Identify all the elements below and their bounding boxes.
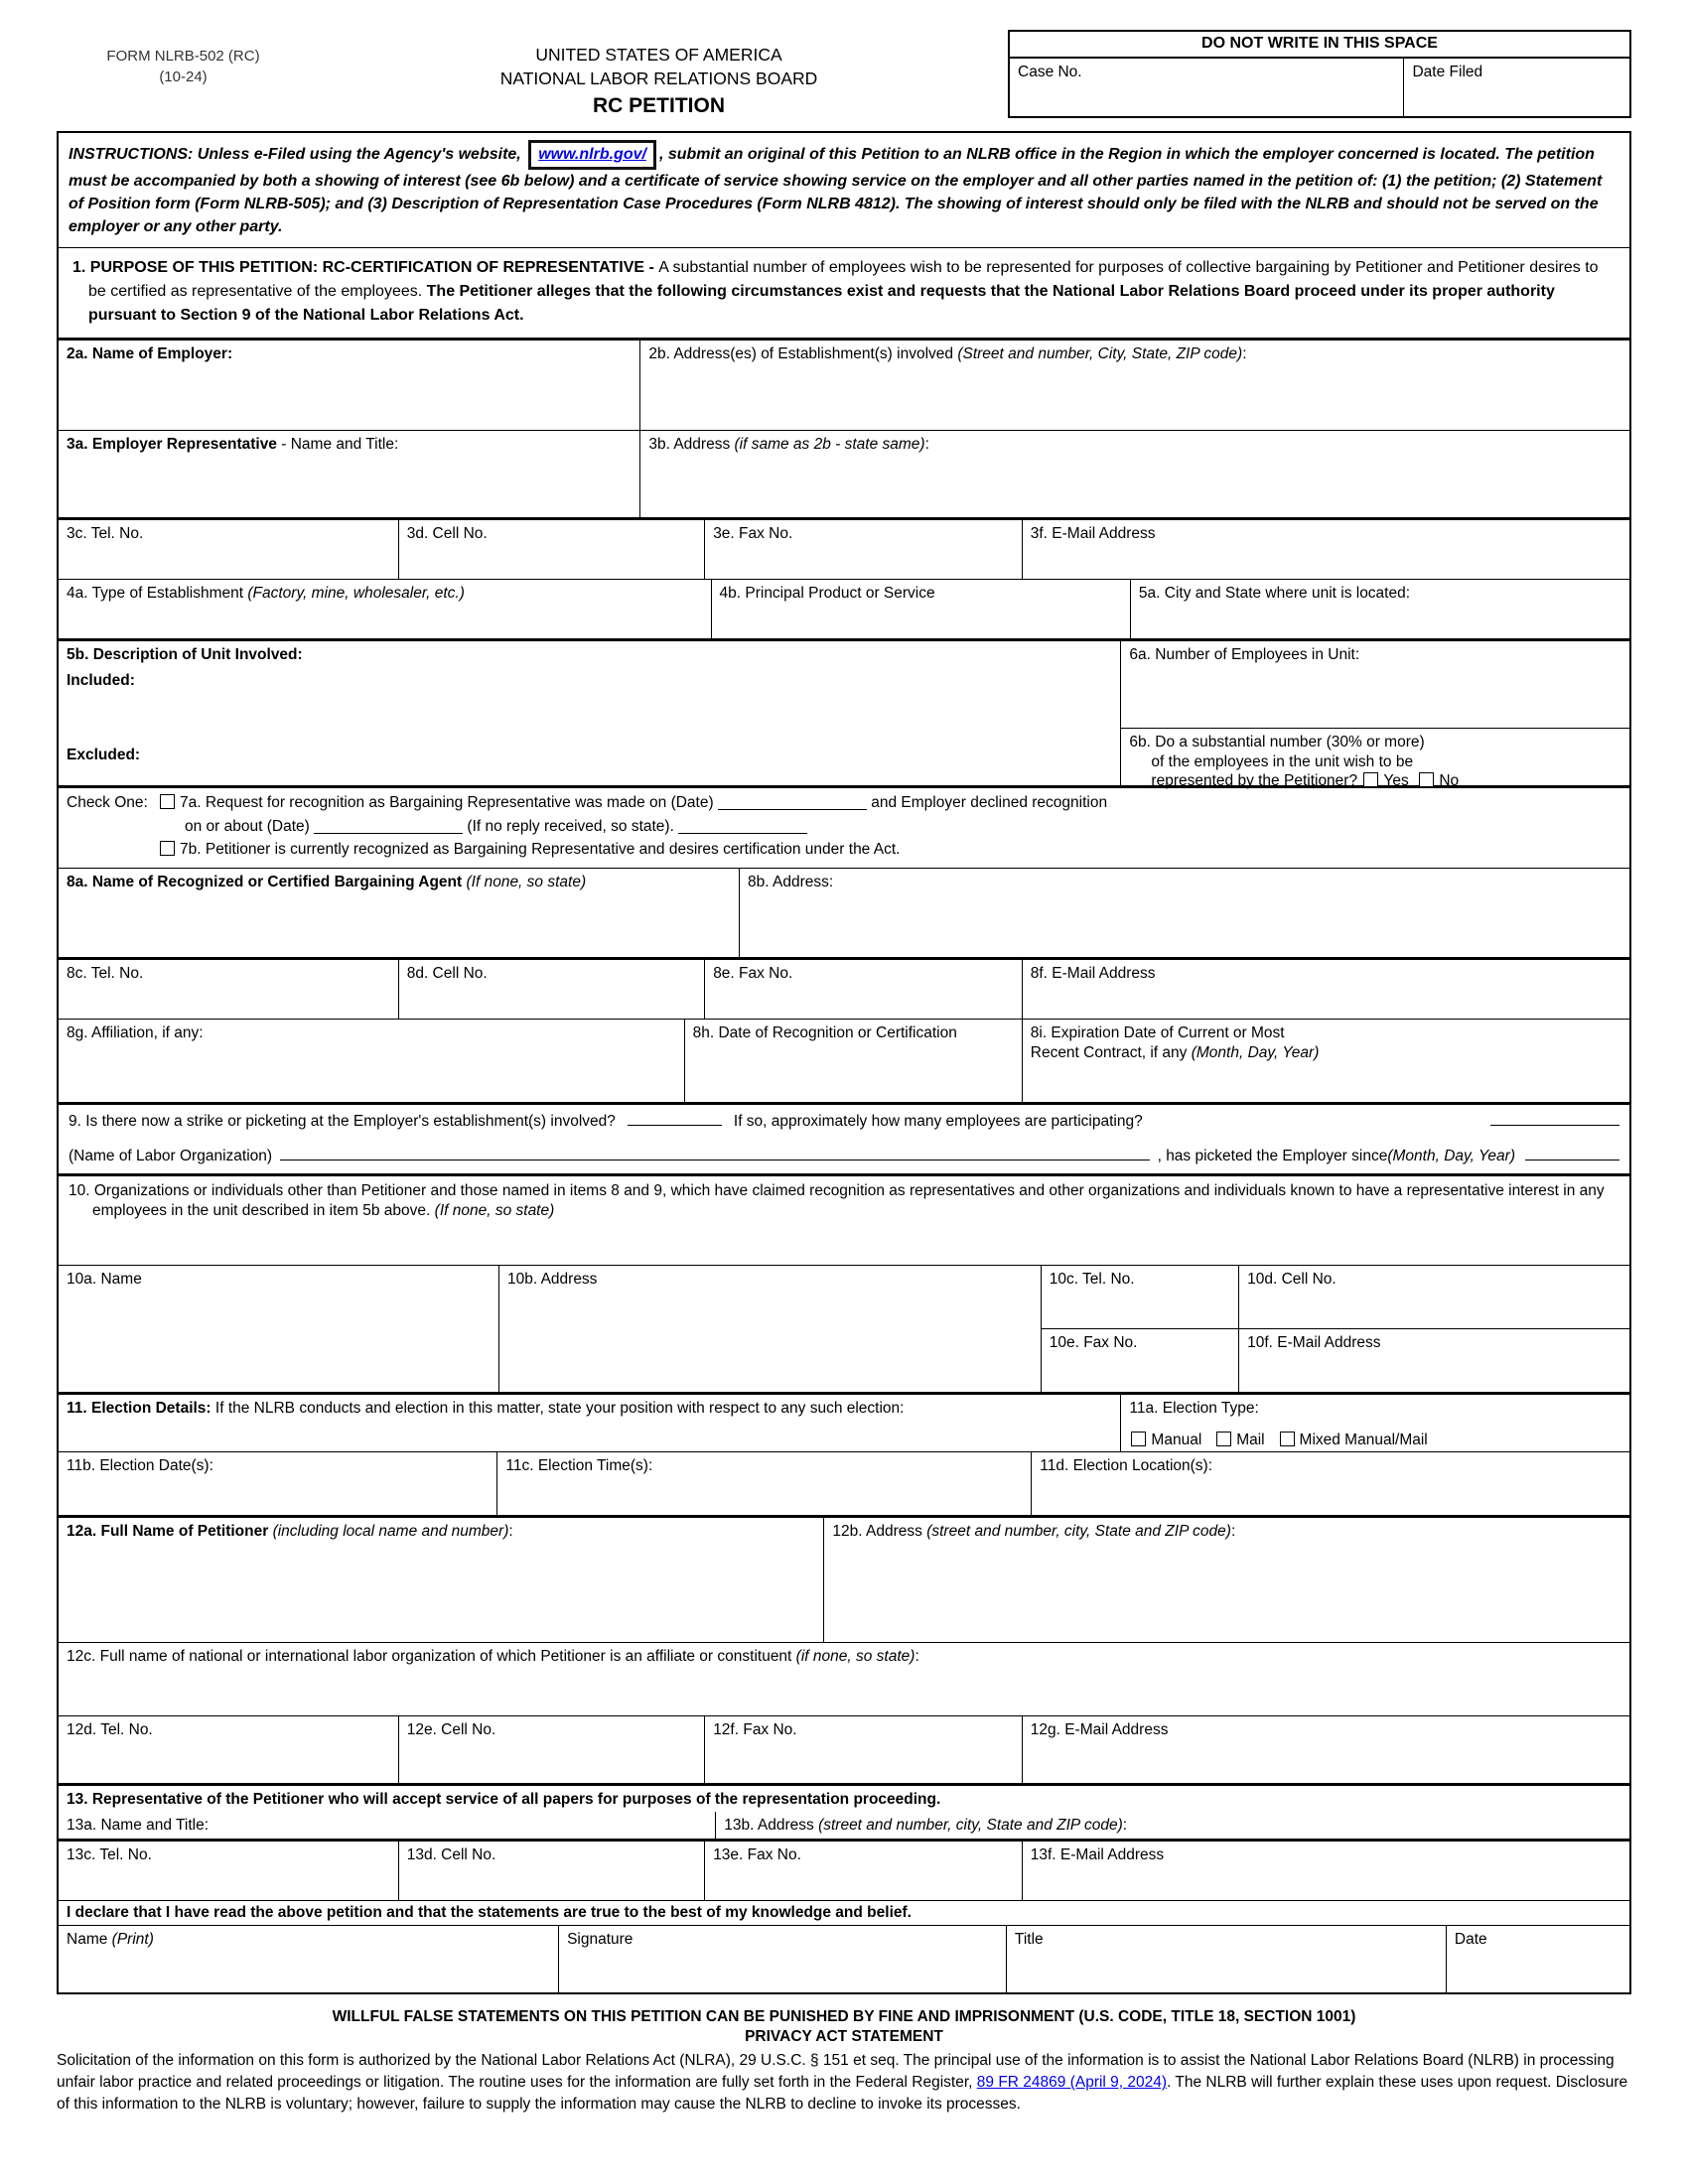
do-not-write-label: DO NOT WRITE IN THIS SPACE — [1010, 32, 1629, 59]
field-3b-address[interactable] — [639, 431, 1629, 517]
field-8b-address[interactable] — [739, 869, 1629, 957]
federal-register-link[interactable]: 89 FR 24869 (April 9, 2024) — [976, 2074, 1168, 2092]
privacy-act-title: PRIVACY ACT STATEMENT — [745, 2028, 943, 2046]
label-8a: 8a. Name of Recognized or Certified Bargaining Agent — [67, 874, 467, 891]
label-3f: 3f. E-Mail Address — [1030, 525, 1156, 543]
label-6b-yes: Yes — [1383, 772, 1409, 790]
election-type-options — [1129, 1431, 1621, 1449]
label-10a: 10a. Name — [67, 1271, 142, 1289]
label-7a-part2: and Employer declined recognition — [871, 794, 1108, 812]
label-signature: Signature — [567, 1931, 633, 1949]
label-11c: 11c. Election Time(s): — [505, 1457, 653, 1475]
check-one-label: Check One: — [67, 794, 148, 812]
row-10 — [59, 1173, 1629, 1265]
label-8i-italic: (Month, Day, Year) — [1191, 1043, 1320, 1061]
blank-9-answer1[interactable] — [628, 1111, 722, 1126]
label-13f: 13f. E-Mail Address — [1030, 1846, 1165, 1864]
label-12c: 12c. Full name of national or international labor organization of which Petitioner is an affiliate or constituent — [67, 1648, 796, 1666]
field-13e-fax[interactable] — [704, 1842, 1022, 1900]
field-11b-election-dates[interactable] — [59, 1452, 496, 1515]
field-10e-fax[interactable] — [1042, 1329, 1238, 1392]
row-declaration — [59, 1900, 1629, 1925]
field-13a-name-title[interactable] — [59, 1812, 715, 1839]
field-6b-substantial-number — [1121, 728, 1629, 794]
col-6 — [1120, 641, 1629, 790]
case-date-row — [1010, 59, 1629, 116]
checkbox-7b[interactable] — [160, 841, 175, 856]
label-3a-bold: 3a. Employer Representative — [67, 436, 277, 454]
page-title: RC PETITION — [592, 94, 725, 118]
field-13d-cell[interactable] — [398, 1842, 704, 1900]
purpose-bold-1: 1. PURPOSE OF THIS PETITION: RC-CERTIFICATION OF REPRESENTATIVE - — [72, 259, 659, 277]
label-10d: 10d. Cell No. — [1247, 1271, 1336, 1289]
label-name: Name — [67, 1931, 112, 1949]
label-12c-colon: : — [914, 1648, 919, 1666]
label-3c: 3c. Tel. No. — [67, 525, 144, 543]
checkbox-11a-mail[interactable] — [1216, 1432, 1231, 1446]
title-line-1: UNITED STATES OF AMERICA — [535, 45, 782, 65]
field-10c-tel[interactable] — [1042, 1266, 1238, 1328]
field-12g-email[interactable] — [1022, 1716, 1629, 1783]
label-8d: 8d. Cell No. — [406, 965, 488, 983]
blank-9-answer2[interactable] — [1490, 1111, 1619, 1126]
case-no-label: Case No. — [1018, 64, 1082, 80]
label-9-question1: 9. Is there now a strike or picketing at the Employer's establishment(s) involved? — [69, 1113, 616, 1131]
label-12e: 12e. Cell No. — [406, 1721, 496, 1739]
label-12b-colon: : — [1230, 1523, 1236, 1541]
field-11a-election-type — [1120, 1395, 1629, 1451]
blank-7a-date1[interactable] — [718, 795, 867, 810]
field-8c-tel[interactable] — [59, 960, 398, 1019]
field-12c-affiliate-org[interactable] — [59, 1643, 1629, 1715]
label-8g: 8g. Affiliation, if any: — [67, 1024, 204, 1042]
row-12defg — [59, 1715, 1629, 1783]
field-13f-email[interactable] — [1022, 1842, 1629, 1900]
checkbox-7a[interactable] — [160, 794, 175, 809]
label-12d: 12d. Tel. No. — [67, 1721, 153, 1739]
option-7a-line1 — [158, 793, 1107, 812]
field-3e-fax[interactable] — [704, 520, 1022, 579]
label-10 — [69, 1181, 1619, 1220]
field-9-strike-picketing[interactable] — [59, 1105, 1629, 1173]
field-11d-election-locations[interactable] — [1031, 1452, 1629, 1515]
field-12e-cell[interactable] — [398, 1716, 704, 1783]
field-13c-tel[interactable] — [59, 1842, 398, 1900]
field-2b-establishment-address[interactable] — [639, 341, 1629, 430]
row-12c — [59, 1642, 1629, 1715]
field-5b-unit-description[interactable] — [59, 641, 1120, 785]
case-no-field[interactable] — [1010, 59, 1404, 116]
field-3a-employer-representative[interactable] — [59, 431, 639, 517]
date-filed-label: Date Filed — [1412, 64, 1483, 80]
row-13ab — [59, 1812, 1629, 1839]
do-not-write-box — [1008, 30, 1631, 118]
label-8a-italic: (If none, so state) — [466, 874, 587, 891]
instructions-row — [59, 133, 1629, 248]
label-11-bold: 11. Election Details: — [67, 1400, 215, 1418]
form-footer — [57, 1994, 1631, 2116]
label-8e: 8e. Fax No. — [713, 965, 793, 983]
field-2a-employer-name[interactable] — [59, 341, 639, 430]
label-date: Date — [1454, 1931, 1487, 1949]
label-6b-no: No — [1439, 772, 1460, 790]
label-7b: 7b. Petitioner is currently recognized as Bargaining Representative and desires certification under the Act. — [180, 841, 901, 859]
nlrb-link-box — [528, 140, 656, 170]
label-11d: 11d. Election Location(s): — [1040, 1457, 1213, 1475]
row-3ab — [59, 430, 1629, 517]
label-8i-line2: Recent Contract, if any — [1030, 1043, 1192, 1061]
label-11-text: If the NLRB conducts and election in this matter, state your position with respect to any such election: — [214, 1400, 905, 1418]
row-11bcd — [59, 1451, 1629, 1515]
label-7a-part1: 7a. Request for recognition as Bargaining Representative was made on (Date) — [180, 794, 714, 812]
label-7a-part3: on or about (Date) — [185, 817, 310, 835]
row-12ab — [59, 1515, 1629, 1642]
field-5a-city-state[interactable] — [1130, 580, 1629, 638]
label-13d: 13d. Cell No. — [406, 1846, 496, 1864]
label-5b-included: Included: — [67, 671, 135, 689]
label-12b: 12b. Address — [832, 1523, 927, 1541]
label-10b: 10b. Address — [506, 1271, 598, 1289]
blank-9-org-name[interactable] — [280, 1146, 1150, 1160]
field-10-other-organizations[interactable] — [59, 1176, 1629, 1265]
row-13 — [59, 1783, 1629, 1839]
row-2 — [59, 338, 1629, 430]
label-13c: 13c. Tel. No. — [67, 1846, 152, 1864]
row-3cdef — [59, 517, 1629, 579]
row-9-line1 — [69, 1111, 1619, 1131]
field-8a-bargaining-agent[interactable] — [59, 869, 739, 957]
privacy-act-text — [57, 2050, 1631, 2116]
label-10c: 10c. Tel. No. — [1049, 1271, 1135, 1289]
field-13b-address[interactable] — [715, 1812, 1629, 1839]
label-9-question2: If so, approximately how many employees are participating? — [733, 1113, 1143, 1131]
label-11a-manual: Manual — [1151, 1431, 1202, 1448]
field-3f-email[interactable] — [1022, 520, 1629, 579]
label-9-date-italic: (Month, Day, Year) — [1387, 1147, 1515, 1164]
label-7a-part4: (If no reply received, so state). — [467, 817, 674, 835]
label-2b-colon: : — [1242, 345, 1247, 363]
label-8i-line1: 8i. Expiration Date of Current or Most — [1030, 1024, 1285, 1042]
label-11a-mixed: Mixed Manual/Mail — [1299, 1431, 1428, 1448]
title-line-2: NATIONAL LABOR RELATIONS BOARD — [499, 68, 818, 88]
label-3b-italic: (if same as 2b - state same) — [734, 436, 925, 454]
field-8e-fax[interactable] — [704, 960, 1022, 1019]
label-12a-colon: : — [508, 1523, 513, 1541]
option-7a-line2 — [158, 817, 1107, 836]
label-13b-colon: : — [1122, 1816, 1128, 1834]
label-8c: 8c. Tel. No. — [67, 965, 144, 983]
field-12f-fax[interactable] — [704, 1716, 1022, 1783]
blank-7a-state[interactable] — [678, 819, 807, 834]
purpose-bold-2: The Petitioner alleges that the following circumstances exist and requests that the National Labor Relations Board proceed under its proper authority pursuant to Section 9 of the National Labor Relations Act. — [88, 283, 1555, 325]
checkbox-6b-yes[interactable] — [1363, 772, 1378, 787]
label-6b-line3-row — [1129, 771, 1459, 790]
field-10a-name[interactable] — [59, 1266, 498, 1392]
label-4b: 4b. Principal Product or Service — [719, 585, 935, 603]
field-8h-recognition-date[interactable] — [684, 1020, 1022, 1102]
label-11a: 11a. Election Type: — [1129, 1400, 1259, 1418]
label-5b: 5b. Description of Unit Involved: — [67, 646, 303, 664]
checkbox-11a-mixed[interactable] — [1280, 1432, 1295, 1446]
row-13cdef — [59, 1839, 1629, 1900]
form-table — [57, 131, 1631, 1995]
label-3a-rest: - Name and Title: — [276, 436, 399, 454]
label-8h: 8h. Date of Recognition or Certification — [692, 1024, 957, 1042]
field-12b-petitioner-address[interactable] — [823, 1518, 1629, 1642]
field-3d-cell[interactable] — [398, 520, 704, 579]
privacy-text-pre: Solicitation of the information on this form is authorized by the National Labor Relations Act (NLRA), 29 U.S.C. § 151 et seq. The principal use of the information is to assist the National Labor Relations Board (NLRB) in processing unfair labor practice and related proceedings or litigation. The routine uses for the information are fully set forth in the Federal Register, — [57, 2052, 1615, 2092]
row-4 — [59, 579, 1629, 638]
label-6b-line1: 6b. Do a substantial number (30% or more) — [1129, 734, 1425, 751]
instructions-pre: INSTRUCTIONS: Unless e-Filed using the Agency's website, — [69, 145, 526, 163]
nlrb-website-link[interactable]: www.nlrb.gov/ — [538, 145, 646, 163]
field-10f-email[interactable] — [1238, 1329, 1629, 1392]
label-13b: 13b. Address — [724, 1816, 819, 1834]
option-7b-line — [158, 840, 1107, 859]
date-filed-field[interactable] — [1404, 59, 1629, 116]
label-8f: 8f. E-Mail Address — [1030, 965, 1156, 983]
row-8ghi — [59, 1019, 1629, 1102]
label-2b-italic: (Street and number, City, State, ZIP code) — [957, 345, 1243, 363]
field-title[interactable] — [1006, 1926, 1446, 1992]
label-4a-italic: (Factory, mine, wholesaler, etc.) — [247, 585, 465, 603]
label-3b: 3b. Address — [648, 436, 735, 454]
instructions-post: , submit an original of this Petition to an NLRB office in the Region in which the employer concerned is located. The petition must be accompanied by both a showing of interest (see 6b below) and a certificate of service showing service on the employer and all other parties named in the petition of: (1) the petition; (2) Statement of Position form (Form NLRB-505); and (3) Description of Representation Case Procedures (Form NLRB 4812). The showing of interest should only be filed with the NLRB and should not be served on the employer or any other party. — [69, 145, 1603, 236]
form-revision: (10-24) — [159, 68, 208, 85]
field-signature[interactable] — [558, 1926, 1006, 1992]
field-12d-tel[interactable] — [59, 1716, 398, 1783]
field-6a-employee-count[interactable] — [1121, 641, 1629, 728]
row-8ab — [59, 868, 1629, 957]
label-12a: 12a. Full Name of Petitioner — [67, 1523, 273, 1541]
row-9 — [59, 1102, 1629, 1173]
label-5a: 5a. City and State where unit is located: — [1138, 585, 1411, 603]
field-10d-cell[interactable] — [1238, 1266, 1629, 1328]
field-date[interactable] — [1446, 1926, 1629, 1992]
label-6a: 6a. Number of Employees in Unit: — [1129, 646, 1360, 664]
field-8i-contract-expiration[interactable] — [1022, 1020, 1629, 1102]
row-5b-6 — [59, 638, 1629, 790]
field-10b-address[interactable] — [498, 1266, 1041, 1392]
declaration-text: I declare that I have read the above petition and that the statements are true to the best of my knowledge and belief. — [67, 1904, 912, 1922]
label-12b-italic: (street and number, city, State and ZIP code) — [926, 1523, 1231, 1541]
field-11c-election-times[interactable] — [496, 1452, 1031, 1515]
row-10a-f — [59, 1265, 1629, 1392]
label-12a-italic: (including local name and number) — [272, 1523, 509, 1541]
field-4a-establishment-type[interactable] — [59, 580, 711, 638]
label-3e: 3e. Fax No. — [713, 525, 793, 543]
form-header — [57, 30, 1631, 121]
label-11b: 11b. Election Date(s): — [67, 1457, 213, 1475]
form-number-block — [57, 30, 310, 85]
checkbox-11a-manual[interactable] — [1131, 1432, 1146, 1446]
row-9-line2 — [69, 1146, 1619, 1165]
label-2a: 2a. Name of Employer: — [67, 345, 233, 363]
label-9-picketed: , has picketed the Employer since — [1157, 1147, 1388, 1164]
field-4b-product-service[interactable] — [711, 580, 1130, 638]
row-7-check-one — [59, 785, 1629, 868]
row-10cd — [1042, 1266, 1629, 1328]
blank-7a-date2[interactable] — [314, 819, 463, 834]
label-13b-italic: (street and number, city, State and ZIP code) — [818, 1816, 1123, 1834]
label-13a: 13a. Name and Title: — [67, 1816, 210, 1834]
field-8g-affiliation[interactable] — [59, 1020, 684, 1102]
label-13e: 13e. Fax No. — [713, 1846, 801, 1864]
purpose-row — [59, 247, 1629, 338]
privacy-text-post: . The NLRB will further explain these uses upon request. Disclosure of this information to the NLRB is voluntary; however, failure to supply the information may cause the NLRB to decline to invoke its processes. — [57, 2074, 1628, 2114]
label-11a-mail: Mail — [1236, 1431, 1265, 1448]
field-11-election-details[interactable] — [59, 1395, 1120, 1451]
field-3c-tel[interactable] — [59, 520, 398, 579]
label-2b: 2b. Address(es) of Establishment(s) involved — [648, 345, 958, 363]
field-8d-cell[interactable] — [398, 960, 704, 1019]
row-signature — [59, 1925, 1629, 1992]
label-10e: 10e. Fax No. — [1049, 1334, 1138, 1352]
form-number: FORM NLRB-502 (RC) — [106, 48, 260, 65]
instructions-text — [59, 133, 1629, 248]
willful-statements-warning: WILLFUL FALSE STATEMENTS ON THIS PETITION CAN BE PUNISHED BY FINE AND IMPRISONMENT (U.S. CODE, TITLE 18, SECTION 1001) — [332, 2008, 1356, 2026]
label-13-header-cell — [59, 1786, 1629, 1811]
checkbox-6b-no[interactable] — [1419, 772, 1434, 787]
label-13: 13. Representative of the Petitioner who will accept service of all papers for purposes of the representation proceeding. — [67, 1791, 941, 1809]
row-11 — [59, 1392, 1629, 1451]
label-name-print-italic: (Print) — [111, 1931, 154, 1949]
row-10ef — [1042, 1328, 1629, 1392]
field-8f-email[interactable] — [1022, 960, 1629, 1019]
label-9-org: (Name of Labor Organization) — [69, 1147, 273, 1164]
label-10-italic: (If none, so state) — [434, 1201, 555, 1219]
label-10-text: 10. Organizations or individuals other than Petitioner and those named in items 8 and 9, which have claimed recognition as representatives and other organizations and individuals known to have a representative interest in any employees in the unit described in item 5b above. — [69, 1182, 1605, 1219]
label-6b-line3: represented by the Petitioner? — [1151, 772, 1358, 790]
label-title: Title — [1014, 1931, 1044, 1949]
row-8cdef — [59, 957, 1629, 1019]
field-name-print[interactable] — [59, 1926, 558, 1992]
block-13 — [59, 1786, 1629, 1839]
col-10-contact — [1041, 1266, 1629, 1392]
label-6b-line2: of the employees in the unit wish to be — [1151, 752, 1414, 770]
label-12f: 12f. Fax No. — [713, 1721, 797, 1739]
label-5b-excluded: Excluded: — [67, 747, 141, 764]
label-3b-colon: : — [924, 436, 929, 454]
label-12g: 12g. E-Mail Address — [1030, 1721, 1169, 1739]
label-10f: 10f. E-Mail Address — [1247, 1334, 1381, 1352]
check-one-block — [59, 788, 1629, 868]
purpose-normal: A substantial number of employees wish to be represented for purposes of collective bargaining by Petitioner and Petitioner desires to be certified as representative of the employees. — [88, 259, 1599, 301]
field-12a-petitioner-name[interactable] — [59, 1518, 823, 1642]
label-3d: 3d. Cell No. — [406, 525, 488, 543]
label-8i-line2-row — [1031, 1043, 1621, 1062]
check-one-options — [158, 793, 1107, 863]
blank-9-picket-date[interactable] — [1525, 1146, 1619, 1160]
form-title-block — [310, 30, 1008, 121]
label-12c-italic: (if none, so state) — [795, 1648, 915, 1666]
purpose-text — [59, 248, 1629, 338]
label-8b: 8b. Address: — [748, 874, 834, 891]
label-4a: 4a. Type of Establishment — [67, 585, 248, 603]
